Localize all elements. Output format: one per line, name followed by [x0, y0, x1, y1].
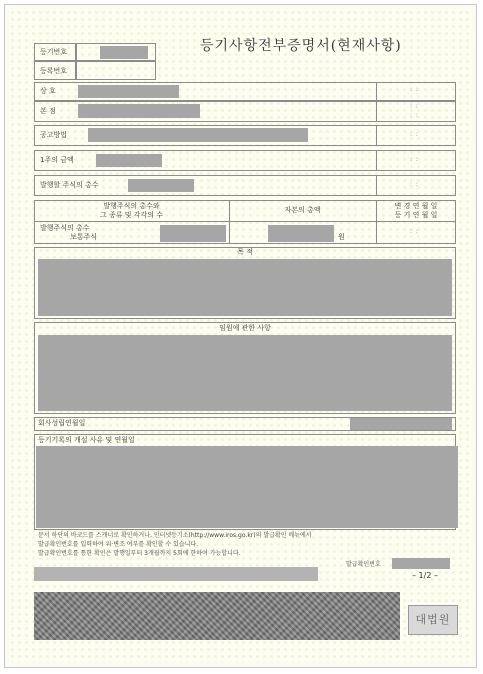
reg-no-label: 등기번호 [40, 48, 68, 56]
par-value-divider [376, 150, 377, 171]
share-table-col1-header-1: 발행주식의 총수와 [103, 202, 160, 210]
footer-notice-line-3: 발급확인번호를 통한 확인은 발행일부터 3개월까지 5회에 한하여 가능합니다. [38, 550, 241, 557]
share-table-row-label-2: 보통주식 [70, 233, 98, 241]
authorized-shares-redacted [128, 179, 194, 192]
officers-title: 임원에 관한 사항 [219, 324, 271, 332]
authorized-shares-divider [376, 175, 377, 196]
footer-notice-line-2: 발급확인번호를 입력하여 위·변조 여부를 확인할 수 있습니다. [38, 541, 199, 548]
incorporation-date-redacted [350, 418, 452, 430]
authorized-shares-label: 발행할 주식의 총수 [40, 181, 99, 189]
share-count-redacted [160, 225, 226, 242]
issue-number-redacted [392, 558, 450, 569]
authorized-shares-date-marks: : : [410, 181, 419, 188]
register-history-title: 등기기록의 개설 사유 및 연월일 [38, 436, 135, 444]
purpose-redacted [38, 259, 452, 316]
head-office-label: 본 점 [40, 107, 56, 115]
share-table-row-label-1: 발행주식의 총수 [40, 224, 90, 232]
par-value-label: 1주의 금액 [40, 156, 74, 164]
notice-method-divider [376, 125, 377, 146]
officers-redacted [38, 335, 452, 411]
document-title: 등기사항전부증명서(현재사항) [200, 38, 402, 54]
head-office-redacted [78, 104, 200, 118]
capital-currency-unit: 원 [338, 233, 345, 241]
share-table-col3-header-2: 등 기 연 월 일 [394, 211, 438, 219]
footer-notice-line-1: 문서 하단의 바코드를 스캐너로 확인하거나, 인터넷등기소(http://www.iros.go.kr)의 발급확인 메뉴에서 [38, 532, 312, 539]
notice-method-label: 공고방법 [40, 131, 68, 139]
incorporation-date-label: 회사성립연월일 [38, 419, 86, 427]
par-value-redacted [96, 154, 162, 167]
trade-name-redacted [78, 85, 179, 98]
head-office-date-marks-2: : : [410, 112, 419, 119]
head-office-date-marks-1: : : [410, 103, 419, 110]
share-table-date-marks: : : [410, 228, 419, 235]
register-history-redacted [36, 446, 458, 528]
reg-serial-label: 등록번호 [40, 67, 68, 75]
notice-method-redacted [88, 128, 308, 142]
share-table-col1-header-2: 그 종류 및 각각의 수 [100, 211, 163, 219]
notice-method-date-marks: : : [410, 131, 419, 138]
share-table-col3-header-1: 변 경 연 월 일 [394, 202, 438, 210]
share-table-col2-header: 자본의 총액 [284, 206, 321, 214]
share-table-header-line [34, 221, 456, 222]
capital-amount-redacted [268, 225, 334, 242]
issue-info-redacted [34, 567, 318, 581]
trade-name-label: 상 호 [40, 87, 56, 95]
barcode-area [34, 592, 400, 640]
trade-name-date-marks: : : [410, 86, 419, 93]
reg-serial-value-box [76, 61, 156, 80]
par-value-date-marks: : : [410, 156, 419, 163]
page-indicator: – 1/2 – [412, 571, 438, 580]
purpose-title: 목 적 [237, 248, 253, 256]
issue-number-label: 발급확인번호 [346, 561, 381, 568]
page-indicator-text: 1/2 [418, 571, 432, 580]
issuer-stamp: 대법원 [408, 605, 458, 635]
reg-no-redacted [100, 46, 148, 59]
